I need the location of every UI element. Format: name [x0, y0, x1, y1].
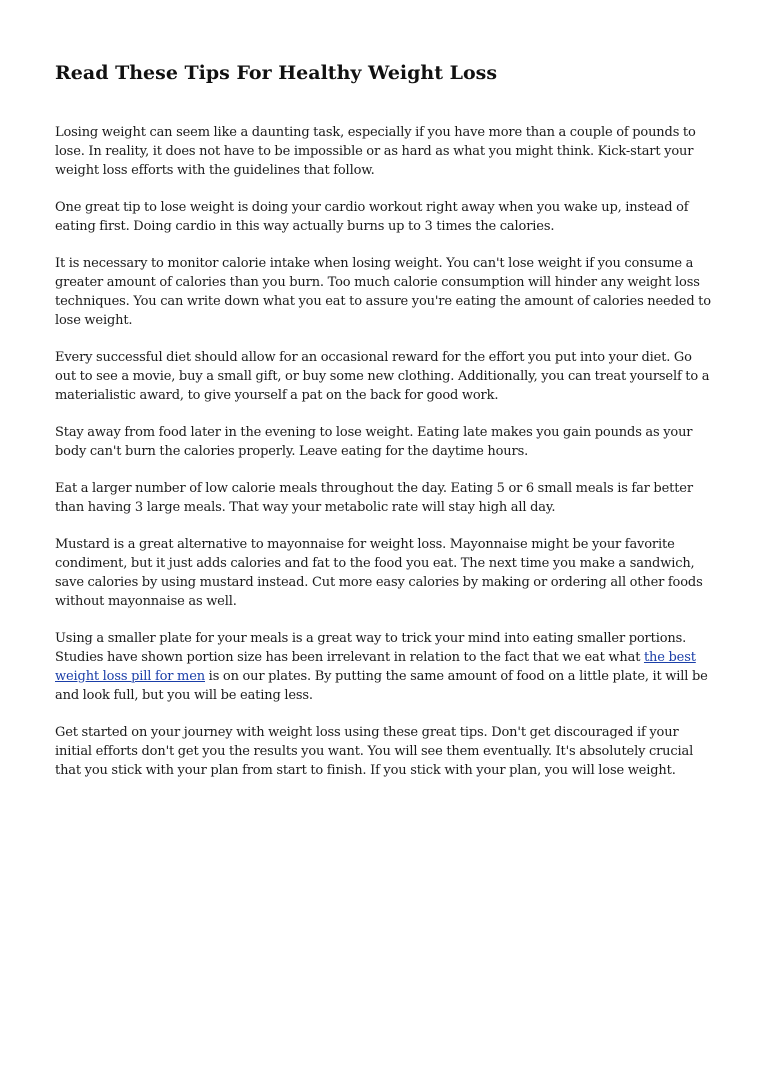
paragraph-smaller-plate	[55, 629, 715, 705]
paragraph-smaller-plate-before: Using a smaller plate for your meals is a great way to trick your mind into eating smaller portions. Studies have shown portion size has been irrelevant in relation to the fact that we eat what	[55, 631, 687, 665]
paragraph-calorie-intake: It is necessary to monitor calorie intake when losing weight. You can't lose weight if you consume a greater amount of calories than you burn. Too much calorie consumption will hinder any weight loss techniques. You can write down what you eat to assure you're eating the amount of calories needed to lose weight.	[55, 256, 711, 328]
page-title: Read These Tips For Healthy Weight Loss	[55, 62, 498, 84]
paragraph-reward: Every successful diet should allow for an occasional reward for the effort you put into your diet. Go out to see a movie, buy a small gift, or buy some new clothing. Additionally, you can treat yourself to a materialistic award, to give yourself a pat on the back for good work.	[55, 350, 710, 403]
paragraph-intro: Losing weight can seem like a daunting task, especially if you have more than a couple of pounds to lose. In reality, it does not have to be impossible or as hard as what you might think. Kick-start your weight loss efforts with the guidelines that follow.	[55, 125, 696, 178]
paragraph-small-meals: Eat a larger number of low calorie meals throughout the day. Eating 5 or 6 small meals is far better than having 3 large meals. That way your metabolic rate will stay high all day.	[55, 481, 693, 515]
paragraph-closing: Get started on your journey with weight loss using these great tips. Don't get discouraged if your initial efforts don't get you the results you want. You will see them eventually. It's absolutely crucial that you stick with your plan from start to finish. If you stick with your plan, you will lose weight.	[55, 725, 694, 778]
weight-loss-pill-link[interactable]: the best weight loss pill for men	[55, 650, 696, 684]
paragraph-mustard: Mustard is a great alternative to mayonnaise for weight loss. Mayonnaise might be your favorite condiment, but it just adds calories and fat to the food you eat. The next time you make a sandwich, save calories by using mustard instead. Cut more easy calories by making or ordering all other foods without mayonnaise as well.	[55, 537, 703, 609]
paragraph-cardio: One great tip to lose weight is doing your cardio workout right away when you wake up, instead of eating first. Doing cardio in this way actually burns up to 3 times the calories.	[55, 200, 689, 234]
paragraph-smaller-plate-after: is on our plates. By putting the same amount of food on a little plate, it will be and look full, but you will be eating less.	[55, 669, 708, 703]
paragraph-evening-eating: Stay away from food later in the evening to lose weight. Eating late makes you gain pounds as your body can't burn the calories properly. Leave eating for the daytime hours.	[55, 425, 693, 459]
document-page	[55, 58, 715, 798]
